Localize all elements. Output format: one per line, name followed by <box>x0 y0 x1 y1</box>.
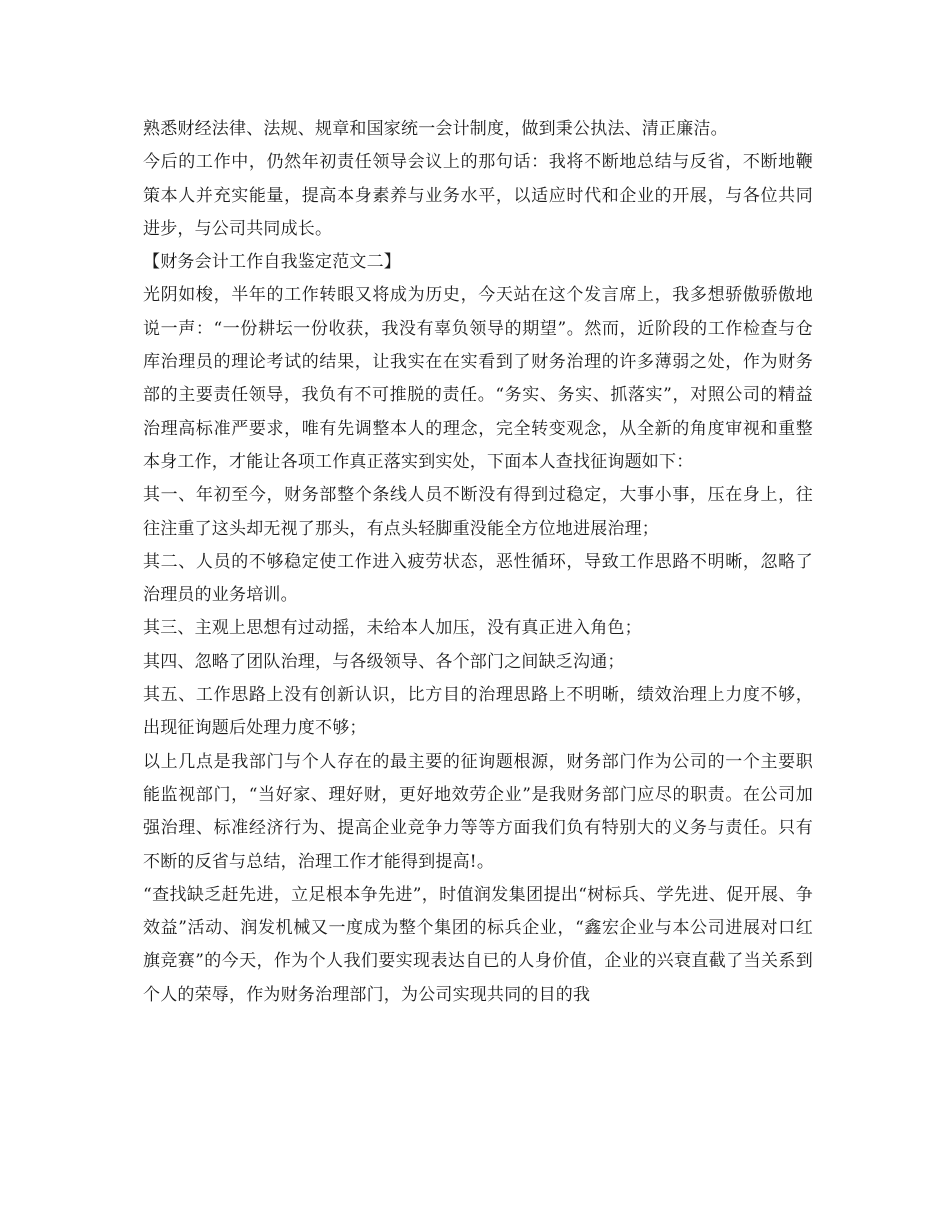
paragraph-4: 其一、年初至今，财务部整个条线人员不断没有得到过稳定，大事小事，压在身上，往往注重了这头却无视了那头，有点头轻脚重没能全方位地进展治理； <box>143 485 813 539</box>
paragraph-5: 其二、人员的不够稳定使工作进入疲劳状态，恶性循环，导致工作思路不明晰，忽略了治理员的业务培训。 <box>143 551 813 606</box>
paragraph-9: 以上几点是我部门与个人存在的最主要的征询题根源，财务部门作为公司的一个主要职能监视部门，“当好家、理好财，更好地效劳企业”是我财务部门应尽的职责。在公司加强治理、标准经济行为、提高企业竞争力等等方面我们负有特别大的义务与责任。只有不断的反省与总结，治理工作才能得到提高!。 <box>143 751 813 872</box>
paragraph-2: 今后的工作中，仍然年初责任领导会议上的那句话：我将不断地总结与反省，不断地鞭策本人并充实能量，提高本身素养与业务水平，以适应时代和企业的开展，与各位共同进步，与公司共同成长。 <box>143 152 813 239</box>
paragraph-1: 熟悉财经法律、法规、规章和国家统一会计制度，做到秉公执法、清正廉洁。 <box>143 119 728 139</box>
section-heading: 【财务会计工作自我鉴定范文二】 <box>143 252 401 273</box>
paragraph-6: 其三、主观上思想有过动摇，未给本人加压，没有真正进入角色； <box>143 618 642 639</box>
document-body <box>143 113 813 1012</box>
paragraph-8: 其五、工作思路上没有创新认识，比方目的治理思路上不明晰，绩效治理上力度不够，出现征询题后处理力度不够； <box>143 685 813 739</box>
paragraph-7: 其四、忽略了团队治理，与各级领导、各个部门之间缺乏沟通； <box>143 651 625 672</box>
paragraph-3: 光阴如梭，半年的工作转眼又将成为历史，今天站在这个发言席上，我多想骄傲骄傲地说一声：“一份耕坛一份收获，我没有辜负领导的期望”。然而，近阶段的工作检查与仓库治理员的理论考试的结果，让我实在在实看到了财务治理的许多薄弱之处，作为财务部的主要责任领导，我负有不可推脱的责任。“务实、务实、抓落实”，对照公司的精益治理高标准严要求，唯有先调整本人的理念，完全转变观念，从全新的角度审视和重整本身工作，才能让各项工作真正落实到实处，下面本人查找征询题如下： <box>143 285 813 472</box>
paragraph-10: “查找缺乏赶先进，立足根本争先进”，时值润发集团提出“树标兵、学先进、促开展、争效益”活动、润发机械又一度成为整个集团的标兵企业，“鑫宏企业与本公司进展对口红旗竞赛”的今天，作为个人我们要实现表达自已的人身价值，企业的兴衰直截了当关系到个人的荣辱，作为财务治理部门，为公司实现共同的目的我 <box>143 884 813 1005</box>
